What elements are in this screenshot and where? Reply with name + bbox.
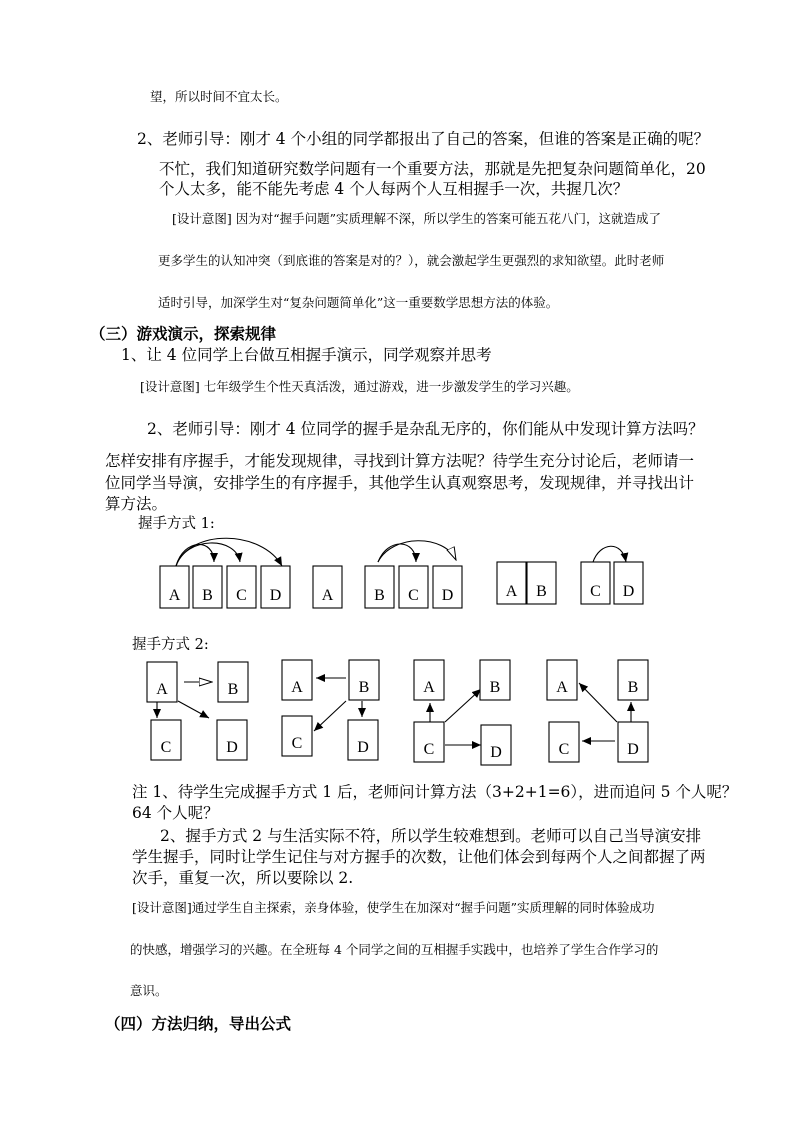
- person-label: C: [423, 741, 435, 758]
- note-line: 2、握手方式 2 与生活实际不符，所以学生较难想到。老师可以自己当导演安排: [160, 827, 702, 845]
- person-label: A: [168, 587, 181, 604]
- person-box: [618, 660, 648, 700]
- person-label: D: [357, 739, 369, 756]
- text-line: 个人太多，能不能先考虑 4 个人每两个人互相握手一次，共握几次？: [159, 180, 629, 198]
- person-box: [549, 722, 579, 762]
- person-label: D: [490, 744, 502, 761]
- person-label: D: [441, 587, 454, 604]
- person-label: A: [321, 587, 334, 604]
- design-intent-note: [设计意图]通过学生自主探索，亲身体验，使学生在加深对“握手问题”实质理解的同时体验成功: [132, 900, 655, 915]
- diagram-caption: 握手方式 1:: [138, 516, 215, 532]
- person-box: [414, 722, 444, 762]
- person-label: D: [269, 587, 282, 604]
- person-box: [147, 662, 177, 702]
- text-line: 怎样安排有序握手，才能发现规律，寻找到计算方法呢？待学生充分讨论后，老师请一: [105, 452, 695, 470]
- diagram-caption: 握手方式 2:: [132, 637, 209, 653]
- design-intent-note: 适时引导，加深学生对“复杂问题简单化”这一重要数学思想方法的体验。: [158, 295, 559, 310]
- person-label: B: [202, 587, 213, 604]
- person-label: A: [505, 583, 518, 600]
- note-line: 64 个人呢？: [132, 804, 219, 822]
- person-box: [218, 662, 248, 702]
- text-line: 算方法。: [105, 495, 168, 513]
- person-label: D: [622, 583, 635, 600]
- person-label: C: [291, 735, 303, 752]
- person-label: A: [556, 679, 568, 696]
- person-box: [481, 725, 511, 765]
- person-box: [349, 660, 379, 700]
- person-box: [151, 720, 181, 760]
- person-label: C: [408, 587, 419, 604]
- text-line: 不忙，我们知道研究数学问题有一个重要方法，那就是先把复杂问题简单化，20: [159, 160, 706, 178]
- note-line: 学生握手，同时让学生记住与对方握手的次数，让他们体会到每两个人之间都握了两: [132, 848, 706, 866]
- note-line: 次手，重复一次，所以要除以 2.: [132, 869, 354, 887]
- design-intent-note: [设计意图] 七年级学生个性天真活泼，通过游戏，进一步激发学生的学习兴趣。: [140, 379, 579, 394]
- person-box: [217, 720, 247, 760]
- person-box: [547, 660, 577, 700]
- person-label: C: [558, 741, 570, 758]
- person-label: A: [291, 679, 303, 696]
- person-label: B: [489, 679, 501, 696]
- person-label: B: [627, 679, 639, 696]
- person-box: [282, 716, 312, 756]
- person-label: B: [374, 587, 385, 604]
- section-heading: （四）方法归纳，导出公式: [105, 1014, 292, 1033]
- person-box: [480, 660, 510, 700]
- text-line: 望，所以时间不宜太长。: [150, 89, 288, 104]
- person-box: [348, 720, 378, 760]
- person-label: B: [536, 583, 547, 600]
- design-intent-note: 意识。: [130, 983, 168, 998]
- text-line: 位同学当导演，安排学生的有序握手，其他学生认真观察思考，发现规律，并寻找出计: [105, 474, 695, 492]
- text-line: 2、老师引导：刚才 4 个小组的同学都报出了自己的答案，但谁的答案是正确的呢？: [137, 130, 710, 148]
- design-intent-note: [设计意图] 因为对“握手问题”实质理解不深，所以学生的答案可能五花八门，这就造成了: [172, 211, 662, 226]
- person-label: D: [226, 739, 238, 756]
- person-box: [414, 660, 444, 700]
- text-line: 2、老师引导：刚才 4 位同学的握手是杂乱无序的，你们能从中发现计算方法吗？: [147, 420, 704, 438]
- person-label: D: [627, 741, 639, 758]
- person-label: B: [358, 679, 370, 696]
- text-line: 1、让 4 位同学上台做互相握手演示，同学观察并思考: [121, 346, 492, 364]
- person-label: B: [227, 681, 239, 698]
- person-label: C: [590, 583, 601, 600]
- person-label: A: [423, 679, 435, 696]
- person-box: [618, 722, 648, 762]
- person-label: C: [236, 587, 247, 604]
- person-box: [282, 660, 312, 700]
- person-label: C: [160, 739, 172, 756]
- design-intent-note: 的快感，增强学习的兴趣。在全班每 4 个同学之间的互相握手实践中，也培养了学生合作学习的: [130, 942, 659, 957]
- section-heading: （三）游戏演示，探索规律: [90, 324, 277, 343]
- design-intent-note: 更多学生的认知冲突（到底谁的答案是对的？），就会激起学生更强烈的求知欲望。此时老师: [158, 253, 665, 268]
- note-line: 注 1、待学生完成握手方式 1 后，老师问计算方法（3+2+1=6），进而追问 5 个人呢？: [132, 783, 738, 801]
- person-label: A: [156, 681, 168, 698]
